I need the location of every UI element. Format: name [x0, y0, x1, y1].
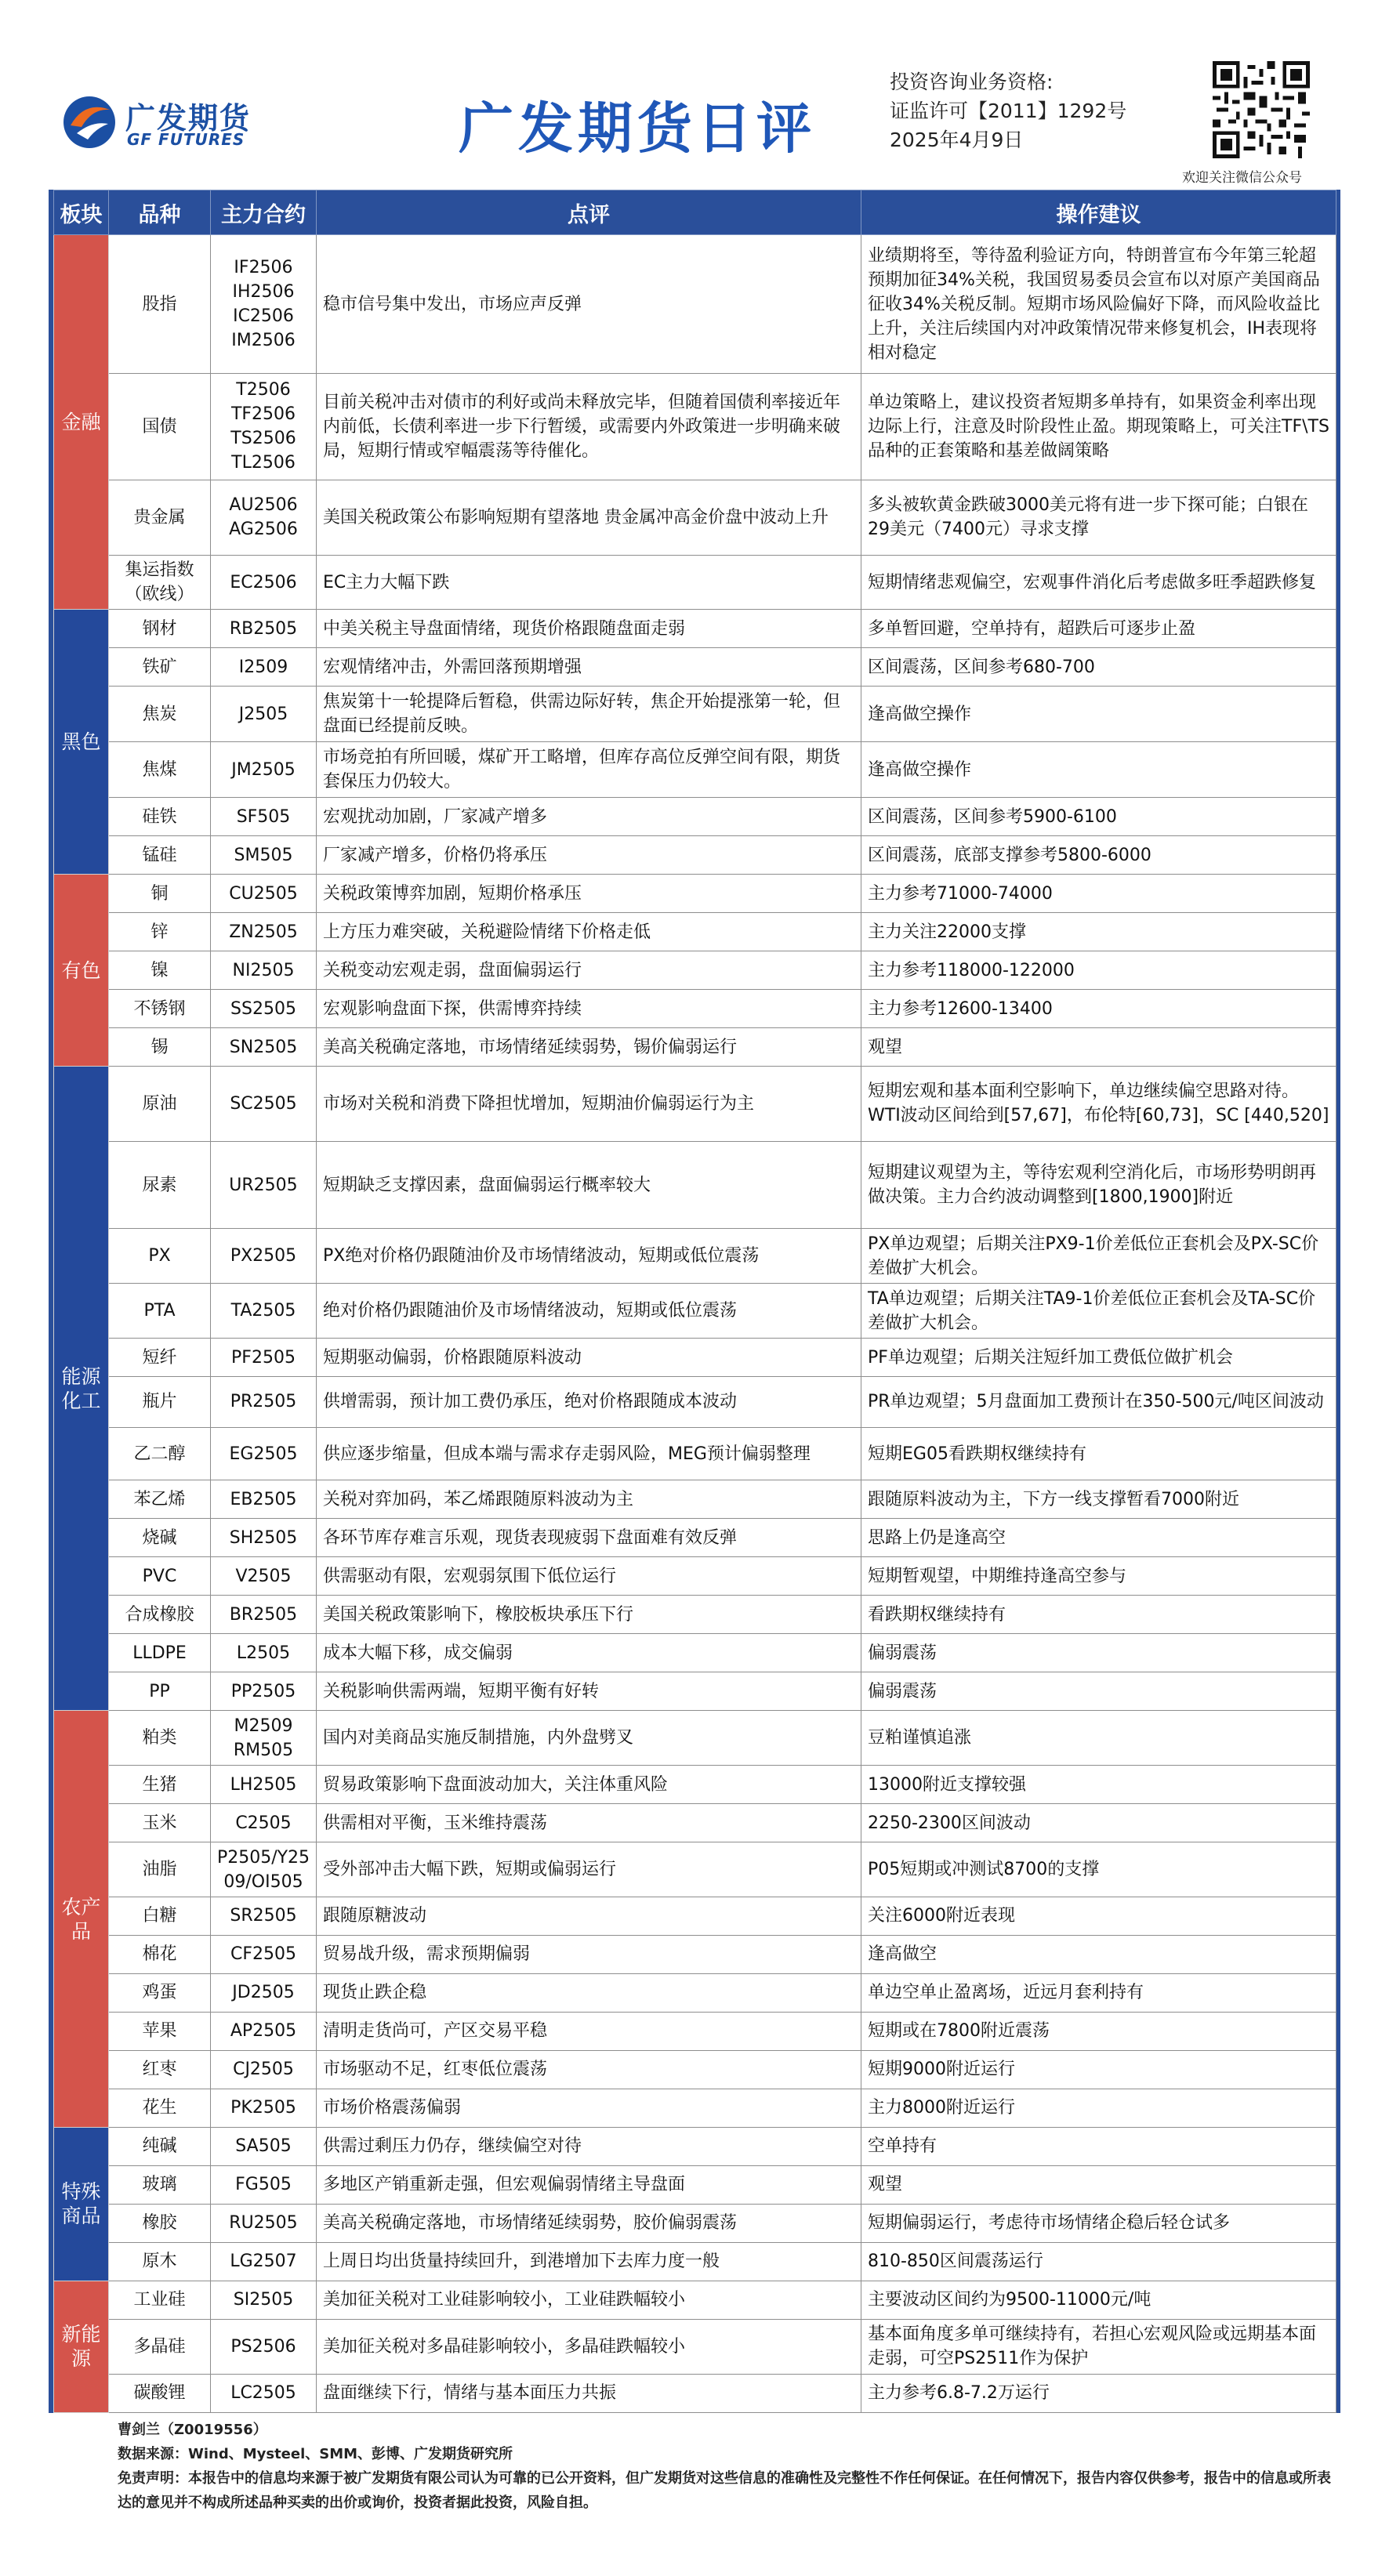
contract-cell: SC2505	[211, 1067, 317, 1142]
commentary-cell: 供需驱动有限，宏观弱氛围下低位运行	[317, 1557, 861, 1596]
variety-cell: 花生	[109, 2089, 211, 2127]
commentary-cell: 供增需弱，预计加工费仍承压，绝对价格跟随成本波动	[317, 1377, 861, 1428]
qr-caption: 欢迎关注微信公众号	[1182, 170, 1302, 186]
commentary-cell: 受外部冲击大幅下跌，短期或偏弱运行	[317, 1842, 861, 1897]
commentary-cell: 国内对美商品实施反制措施，内外盘劈叉	[317, 1711, 861, 1766]
commentary-cell: 供需过剩压力仍存，继续偏空对待	[317, 2127, 861, 2165]
contract-cell: SN2505	[211, 1028, 317, 1067]
contract-cell: PS2506	[211, 2319, 317, 2374]
commentary-table	[53, 190, 1336, 2413]
table-row	[54, 1596, 1336, 1634]
commentary-cell: 厂家减产增多，价格仍将承压	[317, 836, 861, 875]
advice-cell: PX单边观望；后期关注PX9-1价差低位正套机会及PX-SC价差做扩大机会。	[861, 1229, 1336, 1284]
table-row	[54, 2319, 1336, 2374]
advice-cell: 观望	[861, 2165, 1336, 2204]
variety-cell: 白糖	[109, 1897, 211, 1936]
logo-cn-text: 广发期货	[125, 101, 252, 136]
contract-cell: CU2505	[211, 875, 317, 913]
table-row	[54, 1897, 1336, 1936]
license-info	[890, 67, 1126, 154]
commentary-cell: 短期驱动偏弱，价格跟随原料波动	[317, 1339, 861, 1377]
contract-cell: BR2505	[211, 1596, 317, 1634]
contract-cell: JD2505	[211, 1973, 317, 2012]
contract-cell: CF2505	[211, 1935, 317, 1973]
table-row	[54, 687, 1336, 742]
advice-cell: 空单持有	[861, 2127, 1336, 2165]
variety-cell: PP	[109, 1672, 211, 1711]
variety-cell: 焦炭	[109, 687, 211, 742]
variety-cell: 原木	[109, 2242, 211, 2281]
table-row	[54, 742, 1336, 798]
company-logo	[61, 88, 265, 155]
analyst-line: 曹剑兰（Z0019556）	[118, 2422, 267, 2438]
advice-cell: 主力8000附近运行	[861, 2089, 1336, 2127]
table-row	[54, 1377, 1336, 1428]
contract-cell: EG2505	[211, 1427, 317, 1480]
commentary-cell: 绝对价格仍跟随油价及市场情绪波动，短期或低位震荡	[317, 1284, 861, 1339]
commentary-cell: 供需相对平衡，玉米维持震荡	[317, 1804, 861, 1842]
column-header: 主力合约	[211, 190, 317, 235]
table-row	[54, 610, 1336, 648]
commentary-cell: 成本大幅下移，成交偏弱	[317, 1634, 861, 1672]
contract-cell: SH2505	[211, 1519, 317, 1557]
table-row	[54, 1842, 1336, 1897]
advice-cell: 跟随原料波动为主，下方一线支撑暂看7000附近	[861, 1480, 1336, 1519]
logo-en-text: GF FUTURES	[127, 130, 245, 149]
variety-cell: 多晶硅	[109, 2319, 211, 2374]
variety-cell: 贵金属	[109, 480, 211, 555]
commentary-cell: 关税对弈加码，苯乙烯跟随原料波动为主	[317, 1480, 861, 1519]
commentary-cell: 市场价格震荡偏弱	[317, 2089, 861, 2127]
sector-cell: 能源化工	[54, 1067, 109, 1711]
variety-cell: 尿素	[109, 1141, 211, 1229]
commentary-cell: 清明走货尚可，产区交易平稳	[317, 2012, 861, 2050]
variety-cell: 碳酸锂	[109, 2374, 211, 2412]
commentary-cell: 市场竞拍有所回暖，煤矿开工略增，但库存高位反弹空间有限，期货套保压力仍较大。	[317, 742, 861, 798]
advice-cell: 思路上仍是逢高空	[861, 1519, 1336, 1557]
contract-cell: ZN2505	[211, 913, 317, 951]
table-row	[54, 2242, 1336, 2281]
qr-code-icon	[1213, 61, 1310, 158]
variety-cell: 红枣	[109, 2050, 211, 2089]
commentary-cell: 上方压力难突破，关税避险情绪下价格走低	[317, 913, 861, 951]
commentary-cell: 关税变动宏观走弱，盘面偏弱运行	[317, 951, 861, 990]
variety-cell: 烧碱	[109, 1519, 211, 1557]
commentary-cell: 宏观影响盘面下探，供需博弈持续	[317, 990, 861, 1028]
advice-cell: 单边空单止盈离场，近远月套利持有	[861, 1973, 1336, 2012]
advice-cell: P05短期或冲测试8700的支撑	[861, 1842, 1336, 1897]
variety-cell: 镍	[109, 951, 211, 990]
variety-cell: 铜	[109, 875, 211, 913]
advice-cell: 主力参考118000-122000	[861, 951, 1336, 990]
table-row	[54, 1634, 1336, 1672]
table-row	[54, 1935, 1336, 1973]
advice-cell: 区间震荡，区间参考5900-6100	[861, 798, 1336, 836]
variety-cell: 瓶片	[109, 1377, 211, 1428]
report-date: 2025年4月9日	[890, 129, 1024, 151]
contract-cell: JM2505	[211, 742, 317, 798]
variety-cell: 鸡蛋	[109, 1973, 211, 2012]
table-row	[54, 990, 1336, 1028]
contract-cell: PP2505	[211, 1672, 317, 1711]
advice-cell: 偏弱震荡	[861, 1634, 1336, 1672]
variety-cell: 集运指数（欧线）	[109, 555, 211, 610]
advice-cell: 逢高做空	[861, 1935, 1336, 1973]
advice-cell: 短期EG05看跌期权继续持有	[861, 1427, 1336, 1480]
advice-cell: 观望	[861, 1028, 1336, 1067]
variety-cell: 国债	[109, 374, 211, 480]
table-row	[54, 480, 1336, 555]
commentary-cell: 多地区产销重新走强，但宏观偏弱情绪主导盘面	[317, 2165, 861, 2204]
variety-cell: 短纤	[109, 1339, 211, 1377]
table-row	[54, 951, 1336, 990]
advice-cell: 偏弱震荡	[861, 1672, 1336, 1711]
advice-cell: 多头被软黄金跌破3000美元将有进一步下探可能；白银在29美元（7400元）寻求支撑	[861, 480, 1336, 555]
contract-cell: T2506 TF2506 TS2506 TL2506	[211, 374, 317, 480]
table-row	[54, 1519, 1336, 1557]
table-row	[54, 2089, 1336, 2127]
variety-cell: 铁矿	[109, 648, 211, 687]
advice-cell: 主要波动区间约为9500-11000元/吨	[861, 2281, 1336, 2319]
contract-cell: SS2505	[211, 990, 317, 1028]
table-row	[54, 1427, 1336, 1480]
contract-cell: LC2505	[211, 2374, 317, 2412]
variety-cell: 锡	[109, 1028, 211, 1067]
variety-cell: 锰硅	[109, 836, 211, 875]
contract-cell: PR2505	[211, 1377, 317, 1428]
advice-cell: 单边策略上，建议投资者短期多单持有，如果资金利率出现边际上行，注意及时阶段性止盈。期现策略上，可关注TF\TS品种的正套策略和基差做阔策略	[861, 374, 1336, 480]
variety-cell: 生猪	[109, 1766, 211, 1804]
commentary-cell: 市场驱动不足，红枣低位震荡	[317, 2050, 861, 2089]
commentary-cell: EC主力大幅下跌	[317, 555, 861, 610]
variety-cell: 硅铁	[109, 798, 211, 836]
table-row	[54, 2012, 1336, 2050]
commentary-cell: 焦炭第十一轮提降后暂稳，供需边际好转，焦企开始提涨第一轮，但盘面已经提前反映。	[317, 687, 861, 742]
table-row	[54, 1028, 1336, 1067]
commentary-cell: 美高关税确定落地，市场情绪延续弱势，胶价偏弱震荡	[317, 2204, 861, 2242]
commentary-cell: 短期缺乏支撑因素，盘面偏弱运行概率较大	[317, 1141, 861, 1229]
advice-cell: 业绩期将至，等待盈利验证方向，特朗普宣布今年第三轮超预期加征34%关税，我国贸易委员会宣布以对原产美国商品征收34%关税反制。短期市场风险偏好下降，而风险收益比上升，关注后续国内对冲政策情况带来修复机会，IH表现将相对稳定	[861, 235, 1336, 374]
variety-cell: 锌	[109, 913, 211, 951]
table-row	[54, 648, 1336, 687]
variety-cell: 焦煤	[109, 742, 211, 798]
advice-cell: 短期偏弱运行，考虑待市场情绪企稳后轻仓试多	[861, 2204, 1336, 2242]
table-row	[54, 2050, 1336, 2089]
contract-cell: M2509 RM505	[211, 1711, 317, 1766]
sector-cell: 新能源	[54, 2281, 109, 2412]
data-source-line: 数据来源：Wind、Mysteel、SMM、彭博、广发期货研究所	[118, 2446, 513, 2462]
contract-cell: RU2505	[211, 2204, 317, 2242]
commentary-cell: 美加征关税对多晶硅影响较小，多晶硅跌幅较小	[317, 2319, 861, 2374]
advice-cell: 主力参考6.8-7.2万运行	[861, 2374, 1336, 2412]
variety-cell: 苯乙烯	[109, 1480, 211, 1519]
advice-cell: 810-850区间震荡运行	[861, 2242, 1336, 2281]
contract-cell: PX2505	[211, 1229, 317, 1284]
contract-cell: V2505	[211, 1557, 317, 1596]
contract-cell: NI2505	[211, 951, 317, 990]
variety-cell: LLDPE	[109, 1634, 211, 1672]
commentary-cell: 中美关税主导盘面情绪，现货价格跟随盘面走弱	[317, 610, 861, 648]
contract-cell: LH2505	[211, 1766, 317, 1804]
advice-cell: 基本面角度多单可继续持有，若担心宏观风险或远期基本面走弱，可空PS2511作为保护	[861, 2319, 1336, 2374]
license-line-1: 投资咨询业务资格:	[890, 71, 1054, 93]
contract-cell: C2505	[211, 1804, 317, 1842]
variety-cell: 股指	[109, 235, 211, 374]
advice-cell: 逢高做空操作	[861, 742, 1336, 798]
commentary-cell: 贸易战升级，需求预期偏弱	[317, 1935, 861, 1973]
table-row	[54, 1804, 1336, 1842]
variety-cell: 不锈钢	[109, 990, 211, 1028]
table-row	[54, 555, 1336, 610]
commentary-cell: 美国关税政策公布影响短期有望落地 贵金属冲高金价盘中波动上升	[317, 480, 861, 555]
table-row	[54, 1557, 1336, 1596]
table-row	[54, 2281, 1336, 2319]
variety-cell: PX	[109, 1229, 211, 1284]
sector-cell: 金融	[54, 235, 109, 610]
contract-cell: J2505	[211, 687, 317, 742]
table-row	[54, 1284, 1336, 1339]
sector-cell: 有色	[54, 875, 109, 1067]
advice-cell: 主力参考12600-13400	[861, 990, 1336, 1028]
table-row	[54, 2127, 1336, 2165]
contract-cell: LG2507	[211, 2242, 317, 2281]
commentary-cell: 贸易政策影响下盘面波动加大，关注体重风险	[317, 1766, 861, 1804]
column-header: 操作建议	[861, 190, 1336, 235]
column-header: 品种	[109, 190, 211, 235]
contract-cell: EC2506	[211, 555, 317, 610]
table-row	[54, 2374, 1336, 2412]
contract-cell: EB2505	[211, 1480, 317, 1519]
variety-cell: 油脂	[109, 1842, 211, 1897]
commentary-cell: 供应逐步缩量，但成本端与需求存走弱风险，MEG预计偏弱整理	[317, 1427, 861, 1480]
commentary-cell: 跟随原糖波动	[317, 1897, 861, 1936]
advice-cell: 区间震荡，区间参考680-700	[861, 648, 1336, 687]
advice-cell: 短期9000附近运行	[861, 2050, 1336, 2089]
variety-cell: 纯碱	[109, 2127, 211, 2165]
contract-cell: SM505	[211, 836, 317, 875]
variety-cell: 粕类	[109, 1711, 211, 1766]
table-row	[54, 798, 1336, 836]
advice-cell: 短期建议观望为主，等待宏观利空消化后，市场形势明朗再做决策。主力合约波动调整到[1800,1900]附近	[861, 1141, 1336, 1229]
variety-cell: 钢材	[109, 610, 211, 648]
contract-cell: SI2505	[211, 2281, 317, 2319]
commentary-cell: PX绝对价格仍跟随油价及市场情绪波动，短期或低位震荡	[317, 1229, 861, 1284]
commentary-cell: 美国关税政策影响下，橡胶板块承压下行	[317, 1596, 861, 1634]
contract-cell: AU2506 AG2506	[211, 480, 317, 555]
disclaimer-text: 免责声明：本报告中的信息均来源于被广发期货有限公司认为可靠的已公开资料，但广发期货对这些信息的准确性及完整性不作任何保证。在任何情况下，报告内容仅供参考，报告中的信息或所表达的意见并不构成所述品种买卖的出价或询价，投资者据此投资，风险自担。	[118, 2470, 1331, 2511]
advice-cell: 关注6000附近表现	[861, 1897, 1336, 1936]
advice-cell: 13000附近支撑较强	[861, 1766, 1336, 1804]
table-row	[54, 1766, 1336, 1804]
gf-logo-icon	[61, 94, 118, 150]
advice-cell: 短期或在7800附近震荡	[861, 2012, 1336, 2050]
sector-cell: 特殊商品	[54, 2127, 109, 2281]
table-row	[54, 2204, 1336, 2242]
variety-cell: 玉米	[109, 1804, 211, 1842]
advice-cell: 短期暂观望，中期维持逢高空参与	[861, 1557, 1336, 1596]
commentary-cell: 宏观情绪冲击，外需回落预期增强	[317, 648, 861, 687]
table-row	[54, 1067, 1336, 1142]
advice-cell: 豆粕谨慎追涨	[861, 1711, 1336, 1766]
variety-cell: PTA	[109, 1284, 211, 1339]
table-row	[54, 1973, 1336, 2012]
contract-cell: TA2505	[211, 1284, 317, 1339]
advice-cell: TA单边观望；后期关注TA9-1价差低位正套机会及TA-SC价差做扩大机会。	[861, 1284, 1336, 1339]
column-header: 板块	[54, 190, 109, 235]
contract-cell: AP2505	[211, 2012, 317, 2050]
contract-cell: FG505	[211, 2165, 317, 2204]
table-row	[54, 2165, 1336, 2204]
variety-cell: PVC	[109, 1557, 211, 1596]
contract-cell: SR2505	[211, 1897, 317, 1936]
commentary-cell: 关税影响供需两端，短期平衡有好转	[317, 1672, 861, 1711]
variety-cell: 工业硅	[109, 2281, 211, 2319]
variety-cell: 合成橡胶	[109, 1596, 211, 1634]
contract-cell: P2505/Y25 09/OI505	[211, 1842, 317, 1897]
table-row	[54, 1141, 1336, 1229]
commentary-cell: 美加征关税对工业硅影响较小，工业硅跌幅较小	[317, 2281, 861, 2319]
table-row	[54, 1480, 1336, 1519]
commentary-cell: 目前关税冲击对债市的利好或尚未释放完毕，但随着国债利率接近年内前低，长债利率进一步下行暂缓，或需要内外政策进一步明确来破局，短期行情或窄幅震荡等待催化。	[317, 374, 861, 480]
table-row	[54, 1711, 1336, 1766]
variety-cell: 乙二醇	[109, 1427, 211, 1480]
commentary-cell: 上周日均出货量持续回升，到港增加下去库力度一般	[317, 2242, 861, 2281]
advice-cell: 看跌期权继续持有	[861, 1596, 1336, 1634]
advice-cell: 区间震荡，底部支撑参考5800-6000	[861, 836, 1336, 875]
table-header-row	[54, 190, 1336, 235]
advice-cell: 主力参考71000-74000	[861, 875, 1336, 913]
variety-cell: 玻璃	[109, 2165, 211, 2204]
advice-cell: PR单边观望；5月盘面加工费预计在350-500元/吨区间波动	[861, 1377, 1336, 1428]
column-header: 点评	[317, 190, 861, 235]
contract-cell: SA505	[211, 2127, 317, 2165]
variety-cell: 原油	[109, 1067, 211, 1142]
advice-cell: 短期情绪悲观偏空，宏观事件消化后考虑做多旺季超跌修复	[861, 555, 1336, 610]
variety-cell: 棉花	[109, 1935, 211, 1973]
sector-cell: 黑色	[54, 610, 109, 875]
contract-cell: PF2505	[211, 1339, 317, 1377]
report-header	[0, 0, 1389, 188]
commentary-cell: 美高关税确定落地，市场情绪延续弱势，锡价偏弱运行	[317, 1028, 861, 1067]
advice-cell: 主力关注22000支撑	[861, 913, 1336, 951]
commentary-table-frame	[49, 190, 1340, 2413]
contract-cell: IF2506 IH2506 IC2506 IM2506	[211, 235, 317, 374]
table-row	[54, 1339, 1336, 1377]
commentary-cell: 稳市信号集中发出，市场应声反弹	[317, 235, 861, 374]
advice-cell: 短期宏观和基本面利空影响下，单边继续偏空思路对待。WTI波动区间给到[57,67]，布伦特[60,73]，SC [440,520]	[861, 1067, 1336, 1142]
contract-cell: I2509	[211, 648, 317, 687]
table-row	[54, 1229, 1336, 1284]
contract-cell: L2505	[211, 1634, 317, 1672]
variety-cell: 苹果	[109, 2012, 211, 2050]
commentary-cell: 市场对关税和消费下降担忧增加，短期油价偏弱运行为主	[317, 1067, 861, 1142]
contract-cell: SF505	[211, 798, 317, 836]
commentary-cell: 关税政策博弈加剧，短期价格承压	[317, 875, 861, 913]
table-row	[54, 875, 1336, 913]
variety-cell: 橡胶	[109, 2204, 211, 2242]
commentary-cell: 现货止跌企稳	[317, 1973, 861, 2012]
page-title: 广发期货日评	[459, 96, 816, 161]
contract-cell: RB2505	[211, 610, 317, 648]
report-footer	[118, 2418, 1340, 2515]
table-row	[54, 836, 1336, 875]
contract-cell: UR2505	[211, 1141, 317, 1229]
table-row	[54, 374, 1336, 480]
license-line-2: 证监许可【2011】1292号	[890, 100, 1127, 122]
advice-cell: 2250-2300区间波动	[861, 1804, 1336, 1842]
contract-cell: PK2505	[211, 2089, 317, 2127]
advice-cell: PF单边观望；后期关注短纤加工费低位做扩机会	[861, 1339, 1336, 1377]
advice-cell: 逢高做空操作	[861, 687, 1336, 742]
commentary-cell: 盘面继续下行，情绪与基本面压力共振	[317, 2374, 861, 2412]
commentary-cell: 各环节库存难言乐观，现货表现疲弱下盘面难有效反弹	[317, 1519, 861, 1557]
contract-cell: CJ2505	[211, 2050, 317, 2089]
advice-cell: 多单暂回避，空单持有，超跌后可逐步止盈	[861, 610, 1336, 648]
table-row	[54, 1672, 1336, 1711]
commentary-cell: 宏观扰动加剧，厂家减产增多	[317, 798, 861, 836]
table-row	[54, 913, 1336, 951]
table-row	[54, 235, 1336, 374]
sector-cell: 农产品	[54, 1711, 109, 2128]
